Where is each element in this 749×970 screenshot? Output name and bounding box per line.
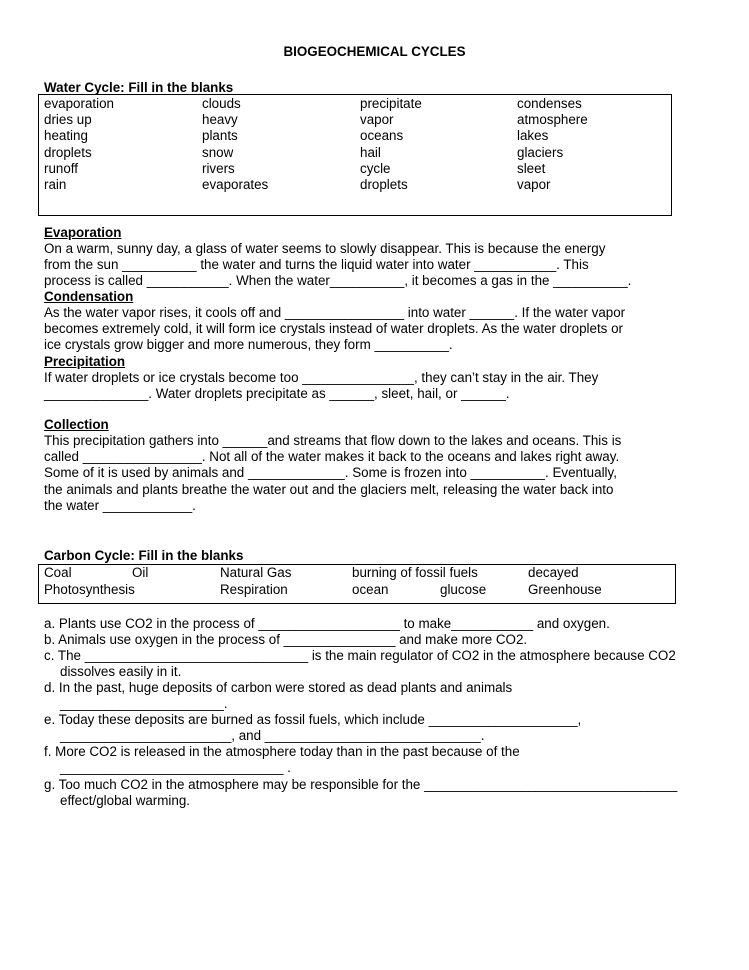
precipitation-line-1: If water droplets or ice crystals become too _______________, they can’t stay in the air. They [44, 370, 599, 385]
carbon-word: Respiration [220, 581, 288, 597]
condensation-line-3: ice crystals grow bigger and more numerous, they form __________. [44, 337, 453, 352]
carbon-word: Coal [44, 565, 72, 580]
water-cycle-heading: Water Cycle: Fill in the blanks [44, 80, 234, 95]
carbon-word: burning of fossil fuels [352, 565, 478, 580]
water-word: condenses [517, 96, 582, 111]
water-word: droplets [360, 177, 408, 192]
carbon-cycle-heading: Carbon Cycle: Fill in the blanks [44, 548, 244, 563]
collection-line-5: the water ____________. [44, 498, 196, 513]
question-g: g. Too much CO2 in the atmosphere may be responsible for the __________________________________ [44, 777, 678, 792]
carbon-cycle-word-bank [38, 564, 676, 604]
carbon-word: decayed [528, 565, 579, 580]
question-f: f. More CO2 is released in the atmosphere today than in the past because of the [44, 744, 520, 759]
water-word: runoff [44, 160, 78, 176]
question-d: d. In the past, huge deposits of carbon were stored as dead plants and animals [44, 680, 513, 695]
water-word: evaporation [44, 96, 114, 111]
page-title: BIOGEOCHEMICAL CYCLES [283, 44, 466, 59]
water-word: rivers [202, 160, 235, 176]
water-word: sleet [517, 160, 546, 176]
water-word: glaciers [517, 144, 564, 160]
question-f-cont: ______________________________ . [60, 760, 291, 775]
collection-line-1: This precipitation gathers into ______and streams that flow down to the lakes and oceans. This is [44, 433, 622, 448]
collection-line-4: the animals and plants breathe the water out and the glaciers melt, releasing the water back into [44, 482, 614, 497]
collection-heading: Collection [44, 417, 109, 432]
water-word: vapor [517, 177, 551, 192]
collection-line-3: Some of it is used by animals and _____________. Some is frozen into __________. Eventually, [44, 465, 617, 480]
condensation-line-2: becomes extremely cold, it will form ice crystals instead of water droplets. As the water droplets or [44, 321, 624, 336]
evaporation-line-1: On a warm, sunny day, a glass of water seems to slowly disappear. This is because the energy [44, 241, 606, 256]
water-word: heating [44, 128, 88, 144]
precipitation-heading: Precipitation [44, 354, 126, 369]
water-word: droplets [44, 144, 92, 160]
collection-line-2: called ________________. Not all of the water makes it back to the oceans and lakes right away. [44, 449, 620, 464]
water-word: snow [202, 144, 234, 160]
carbon-word: Photosynthesis [44, 581, 135, 597]
question-c: c. The ______________________________ is the main regulator of CO2 in the atmosphere because CO2 [44, 648, 676, 663]
water-cycle-word-bank [38, 94, 672, 216]
carbon-word: Natural Gas [220, 565, 292, 580]
evaporation-line-2: from the sun __________ the water and turns the liquid water into water ___________. This [44, 257, 589, 272]
carbon-word: glucose [440, 581, 487, 597]
condensation-heading: Condensation [44, 289, 134, 304]
water-word: lakes [517, 128, 549, 144]
question-e: e. Today these deposits are burned as fossil fuels, which include ____________________, [44, 712, 582, 727]
water-word: rain [44, 177, 67, 192]
evaporation-heading: Evaporation [44, 225, 122, 240]
question-d-cont: ______________________. [60, 696, 228, 711]
water-word: heavy [202, 112, 238, 128]
carbon-word: ocean [352, 581, 389, 597]
water-word: vapor [360, 112, 394, 128]
condensation-line-1: As the water vapor rises, it cools off and ________________ into water ______. If the water vapor [44, 305, 626, 320]
water-word: plants [202, 128, 238, 144]
carbon-word: Oil [132, 565, 149, 580]
evaporation-line-3: process is called ___________. When the water__________, it becomes a gas in the __________. [44, 273, 632, 288]
question-e-cont: _______________________, and _____________________________. [60, 728, 485, 743]
water-word: dries up [44, 112, 92, 128]
question-a: a. Plants use CO2 in the process of ___________________ to make___________ and oxygen. [44, 616, 610, 631]
question-b: b. Animals use oxygen in the process of _______________ and make more CO2. [44, 632, 528, 647]
carbon-word: Greenhouse [528, 581, 602, 597]
water-word: clouds [202, 96, 241, 111]
water-word: precipitate [360, 96, 422, 111]
water-word: hail [360, 144, 381, 160]
water-word: atmosphere [517, 112, 588, 128]
water-word: evaporates [202, 177, 269, 192]
water-word: cycle [360, 160, 391, 176]
question-c-cont: dissolves easily in it. [60, 664, 182, 679]
water-word: oceans [360, 128, 404, 144]
question-g-cont: effect/global warming. [60, 793, 191, 808]
precipitation-line-2: ______________. Water droplets precipitate as ______, sleet, hail, or ______. [44, 386, 510, 401]
